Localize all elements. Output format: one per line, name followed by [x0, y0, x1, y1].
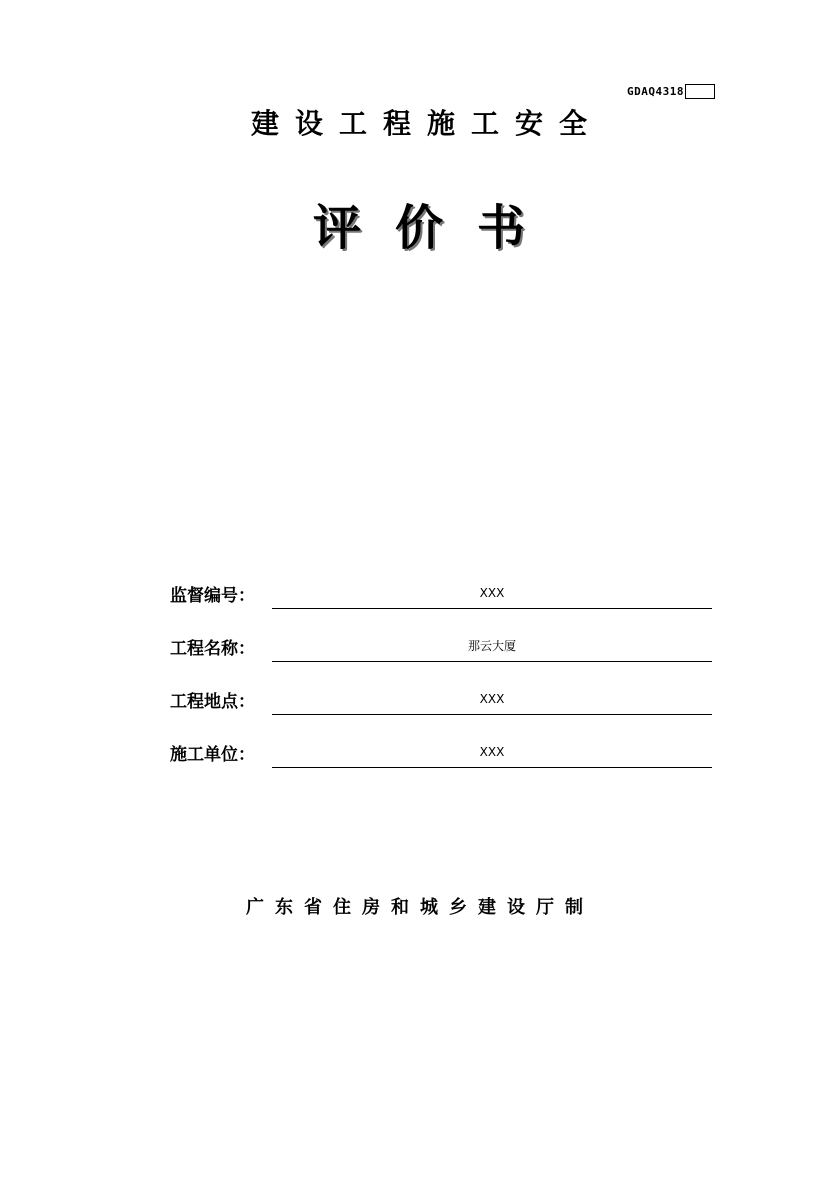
field-label: 工程名称： — [170, 639, 255, 659]
document-code-text: GDAQ4318 — [627, 85, 684, 98]
document-code-box — [685, 84, 715, 99]
document-code — [627, 84, 715, 99]
document-title-line2: 评价书 — [312, 200, 559, 256]
issuer-line: 广东省住房和城乡建设厅制 — [246, 897, 594, 918]
field-label: 施工单位： — [170, 745, 255, 765]
field-construction-unit — [170, 715, 712, 768]
field-project-name — [170, 609, 712, 662]
field-value: XXX — [272, 743, 712, 768]
field-label: 工程地点： — [170, 692, 255, 712]
field-project-location — [170, 662, 712, 715]
info-fields — [170, 556, 712, 768]
field-value: 那云大厦 — [272, 637, 712, 662]
field-value: XXX — [272, 584, 712, 609]
field-value: XXX — [272, 690, 712, 715]
document-title-line1: 建设工程施工安全 — [250, 107, 603, 140]
field-supervision-number — [170, 556, 712, 609]
field-label: 监督编号： — [170, 586, 255, 606]
